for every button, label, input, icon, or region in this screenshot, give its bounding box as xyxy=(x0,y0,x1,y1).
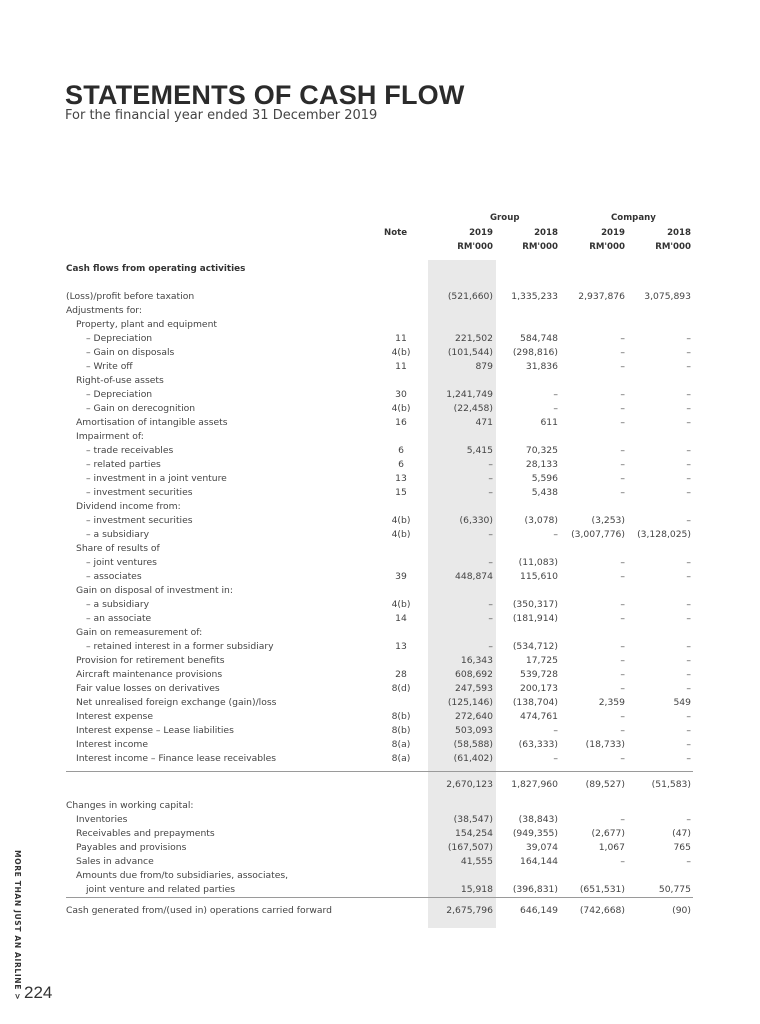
row-value: (3,007,776) xyxy=(571,529,625,540)
row-value: 31,836 xyxy=(525,361,558,372)
row-value: 247,593 xyxy=(455,683,493,694)
row-value: (61,402) xyxy=(453,753,493,764)
row-label: Provision for retirement benefits xyxy=(76,655,225,666)
row-note: 8(b) xyxy=(391,711,411,722)
row-value: – xyxy=(488,613,493,624)
row-value: (89,527) xyxy=(585,779,625,790)
row-value: (949,355) xyxy=(512,828,558,839)
row-value: – xyxy=(620,361,625,372)
row-value: – xyxy=(620,333,625,344)
row-value: – xyxy=(686,683,691,694)
row-value: – xyxy=(686,753,691,764)
row-label: Cash generated from/(used in) operations carried forward xyxy=(66,905,332,916)
row-value: (125,146) xyxy=(447,697,493,708)
row-value: 879 xyxy=(475,361,493,372)
row-label: Right-of-use assets xyxy=(76,375,164,386)
row-label: Interest income – Finance lease receivables xyxy=(76,753,277,764)
row-note: 4(b) xyxy=(391,347,411,358)
row-label: – Gain on disposals xyxy=(86,347,175,358)
row-value: (51,583) xyxy=(651,779,691,790)
section-heading xyxy=(0,262,760,276)
row-value: 3,075,893 xyxy=(644,291,691,302)
row-label: – Depreciation xyxy=(86,333,153,344)
row-value: – xyxy=(686,814,691,825)
row-note: 16 xyxy=(395,417,407,428)
table-row xyxy=(0,598,760,612)
row-note: 8(a) xyxy=(391,739,411,750)
row-value: 2,670,123 xyxy=(446,779,493,790)
row-value: – xyxy=(686,473,691,484)
row-value: – xyxy=(553,389,558,400)
row-value: (521,660) xyxy=(447,291,493,302)
row-value: – xyxy=(686,333,691,344)
row-value: – xyxy=(620,725,625,736)
unit-header: RM'000 xyxy=(589,242,625,252)
row-value: 70,325 xyxy=(525,445,558,456)
row-value: – xyxy=(553,529,558,540)
row-value: – xyxy=(686,711,691,722)
row-note: 30 xyxy=(395,389,407,400)
row-label: Adjustments for: xyxy=(66,305,143,316)
row-value: (63,333) xyxy=(518,739,558,750)
row-value: 448,874 xyxy=(455,571,493,582)
row-value: – xyxy=(620,711,625,722)
row-value: (167,507) xyxy=(447,842,493,853)
row-value: (396,831) xyxy=(512,884,558,895)
table-row xyxy=(0,542,760,556)
row-label: – associates xyxy=(86,571,142,582)
row-value: (22,458) xyxy=(453,403,493,414)
row-note: 13 xyxy=(395,641,407,652)
table-row xyxy=(0,827,760,841)
row-label: joint venture and related parties xyxy=(86,884,236,895)
table-row xyxy=(0,486,760,500)
table-row xyxy=(0,612,760,626)
row-note: 8(d) xyxy=(391,683,411,694)
row-value: – xyxy=(686,856,691,867)
row-value: (181,914) xyxy=(512,613,558,624)
row-note: 4(b) xyxy=(391,529,411,540)
row-label: Interest expense xyxy=(76,711,153,722)
table-row xyxy=(0,556,760,570)
row-value: – xyxy=(686,361,691,372)
row-label: Fair value losses on derivatives xyxy=(76,683,220,694)
table-row xyxy=(0,752,760,766)
row-value: (2,677) xyxy=(591,828,625,839)
row-value: – xyxy=(620,403,625,414)
row-value: (38,843) xyxy=(518,814,558,825)
row-value: – xyxy=(620,487,625,498)
page-subtitle: For the financial year ended 31 December 2019 xyxy=(65,108,378,123)
row-value: – xyxy=(620,613,625,624)
page-number: 224 xyxy=(24,983,53,1002)
row-label: Property, plant and equipment xyxy=(76,319,218,330)
table-row xyxy=(0,402,760,416)
table-row xyxy=(0,374,760,388)
row-note: 8(b) xyxy=(391,725,411,736)
row-label: – retained interest in a former subsidiary xyxy=(86,641,274,652)
row-note: 14 xyxy=(395,613,407,624)
table-row xyxy=(0,668,760,682)
row-label: (Loss)/profit before taxation xyxy=(66,291,195,302)
row-value: – xyxy=(620,599,625,610)
note-header: Note xyxy=(384,228,408,238)
year-header: 2019 xyxy=(469,228,493,238)
row-label: Payables and provisions xyxy=(76,842,187,853)
row-value: (3,078) xyxy=(524,515,558,526)
table-row xyxy=(0,332,760,346)
row-value: – xyxy=(686,445,691,456)
table-row xyxy=(0,841,760,855)
row-value: – xyxy=(620,473,625,484)
row-label: Sales in advance xyxy=(76,856,154,867)
row-note: 28 xyxy=(395,669,407,680)
row-value: 1,241,749 xyxy=(446,389,493,400)
row-value: 5,415 xyxy=(466,445,493,456)
row-value: (3,128,025) xyxy=(637,529,691,540)
row-value: – xyxy=(620,417,625,428)
subtotal-rule xyxy=(66,771,693,772)
row-note: 13 xyxy=(395,473,407,484)
row-value: – xyxy=(620,655,625,666)
row-value: 221,502 xyxy=(455,333,493,344)
row-value: – xyxy=(620,445,625,456)
row-label: – trade receivables xyxy=(86,445,174,456)
side-tagline: MORE THAN JUST AN AIRLINE > xyxy=(13,850,22,1001)
row-value: – xyxy=(686,571,691,582)
table-row xyxy=(0,710,760,724)
row-value: – xyxy=(488,529,493,540)
row-value: – xyxy=(488,599,493,610)
table-row xyxy=(0,290,760,304)
row-label: Amortisation of intangible assets xyxy=(76,417,228,428)
table-row xyxy=(0,869,760,883)
row-value: – xyxy=(620,557,625,568)
row-value: – xyxy=(620,459,625,470)
row-value: 5,596 xyxy=(531,473,558,484)
row-label: – investment securities xyxy=(86,487,193,498)
row-label: – a subsidiary xyxy=(86,599,150,610)
row-value: – xyxy=(686,599,691,610)
row-label: – joint ventures xyxy=(86,557,157,568)
row-value: 28,133 xyxy=(525,459,558,470)
row-value: 2,675,796 xyxy=(446,905,493,916)
row-value: 272,640 xyxy=(455,711,493,722)
row-note: 15 xyxy=(395,487,407,498)
row-value: 1,067 xyxy=(598,842,625,853)
row-label: – related parties xyxy=(86,459,161,470)
row-label: Gain on remeasurement of: xyxy=(76,627,203,638)
row-value: – xyxy=(620,856,625,867)
table-row xyxy=(0,626,760,640)
unit-header: RM'000 xyxy=(655,242,691,252)
row-value: 549 xyxy=(673,697,691,708)
row-value: 503,093 xyxy=(455,725,493,736)
table-row xyxy=(0,360,760,374)
row-value: 41,555 xyxy=(460,856,493,867)
table-row xyxy=(0,738,760,752)
row-value: – xyxy=(686,515,691,526)
table-row xyxy=(0,904,760,918)
row-value: 1,827,960 xyxy=(511,779,558,790)
row-value: (38,547) xyxy=(453,814,493,825)
row-label: – Depreciation xyxy=(86,389,153,400)
table-row xyxy=(0,458,760,472)
row-value: (742,668) xyxy=(579,905,625,916)
row-label: Interest income xyxy=(76,739,148,750)
row-value: – xyxy=(553,403,558,414)
unit-header: RM'000 xyxy=(522,242,558,252)
row-value: – xyxy=(686,725,691,736)
row-value: (90) xyxy=(672,905,691,916)
row-value: 5,438 xyxy=(531,487,558,498)
row-value: – xyxy=(686,389,691,400)
table-row xyxy=(0,416,760,430)
row-value: 50,775 xyxy=(658,884,691,895)
row-value: – xyxy=(686,487,691,498)
row-value: – xyxy=(686,417,691,428)
table-row xyxy=(0,654,760,668)
table-row xyxy=(0,682,760,696)
row-value: (651,531) xyxy=(579,884,625,895)
row-value: – xyxy=(686,557,691,568)
row-label: Inventories xyxy=(76,814,128,825)
row-value: – xyxy=(686,655,691,666)
table-row xyxy=(0,640,760,654)
table-row xyxy=(0,318,760,332)
row-value: 16,343 xyxy=(460,655,493,666)
row-value: (534,712) xyxy=(512,641,558,652)
row-value: (18,733) xyxy=(585,739,625,750)
row-value: 154,254 xyxy=(455,828,493,839)
table-row xyxy=(0,528,760,542)
table-row xyxy=(0,304,760,318)
row-label: Amounts due from/to subsidiaries, associates, xyxy=(76,870,289,881)
row-value: – xyxy=(686,613,691,624)
row-value: 2,937,876 xyxy=(578,291,625,302)
row-value: 2,359 xyxy=(598,697,625,708)
table-row xyxy=(0,696,760,710)
row-value: 611 xyxy=(540,417,558,428)
table-row xyxy=(0,724,760,738)
row-value: – xyxy=(686,459,691,470)
row-value: 15,918 xyxy=(460,884,493,895)
row-label: – Write off xyxy=(86,361,133,372)
row-value: 471 xyxy=(475,417,493,428)
table-row xyxy=(0,430,760,444)
row-value: 39,074 xyxy=(525,842,558,853)
row-value: – xyxy=(620,669,625,680)
row-value: (3,253) xyxy=(591,515,625,526)
row-label: Net unrealised foreign exchange (gain)/loss xyxy=(76,697,277,708)
table-row xyxy=(0,444,760,458)
row-label: – an associate xyxy=(86,613,152,624)
table-row xyxy=(0,799,760,813)
row-value: 1,335,233 xyxy=(511,291,558,302)
table-row xyxy=(0,388,760,402)
row-note: 11 xyxy=(395,361,407,372)
row-label: Gain on disposal of investment in: xyxy=(76,585,233,596)
row-value: – xyxy=(686,739,691,750)
row-value: (47) xyxy=(672,828,691,839)
row-note: 4(b) xyxy=(391,599,411,610)
row-value: – xyxy=(488,473,493,484)
row-value: – xyxy=(620,571,625,582)
row-note: 6 xyxy=(398,459,404,470)
row-value: (350,317) xyxy=(512,599,558,610)
row-value: (138,704) xyxy=(512,697,558,708)
row-value: – xyxy=(620,814,625,825)
unit-header: RM'000 xyxy=(457,242,493,252)
row-value: – xyxy=(686,669,691,680)
table-row xyxy=(0,500,760,514)
row-value: (6,330) xyxy=(459,515,493,526)
year-header: 2019 xyxy=(601,228,625,238)
row-label: Impairment of: xyxy=(76,431,144,442)
table-row xyxy=(0,584,760,598)
row-value: – xyxy=(488,487,493,498)
row-value: – xyxy=(620,683,625,694)
row-value: 474,761 xyxy=(520,711,558,722)
row-value: 164,144 xyxy=(520,856,558,867)
row-value: (101,544) xyxy=(447,347,493,358)
row-value: – xyxy=(686,347,691,358)
page-title: STATEMENTS OF CASH FLOW xyxy=(65,80,465,110)
row-label: – investment in a joint venture xyxy=(86,473,227,484)
row-note: 8(a) xyxy=(391,753,411,764)
row-value: (298,816) xyxy=(512,347,558,358)
row-value: – xyxy=(620,389,625,400)
row-label: Dividend income from: xyxy=(76,501,181,512)
row-value: – xyxy=(553,725,558,736)
row-value: – xyxy=(488,557,493,568)
row-label: Interest expense – Lease liabilities xyxy=(76,725,234,736)
company-header: Company xyxy=(611,213,656,223)
row-value: – xyxy=(488,641,493,652)
row-value: – xyxy=(620,753,625,764)
row-label: Cash flows from operating activities xyxy=(66,264,246,274)
row-value: 584,748 xyxy=(520,333,558,344)
row-label: – a subsidiary xyxy=(86,529,150,540)
table-row xyxy=(0,778,760,792)
row-value: – xyxy=(620,641,625,652)
row-value: (58,588) xyxy=(453,739,493,750)
row-value: 646,149 xyxy=(520,905,558,916)
table-row xyxy=(0,514,760,528)
row-note: 11 xyxy=(395,333,407,344)
row-label: Receivables and prepayments xyxy=(76,828,215,839)
row-value: 17,725 xyxy=(525,655,558,666)
year-header: 2018 xyxy=(534,228,558,238)
row-value: – xyxy=(686,403,691,414)
row-label: – investment securities xyxy=(86,515,193,526)
row-value: 200,173 xyxy=(520,683,558,694)
row-value: – xyxy=(553,753,558,764)
table-row xyxy=(0,883,760,897)
row-value: 608,692 xyxy=(455,669,493,680)
table-row xyxy=(0,855,760,869)
row-value: – xyxy=(620,347,625,358)
row-note: 6 xyxy=(398,445,404,456)
row-note: 4(b) xyxy=(391,403,411,414)
table-row xyxy=(0,570,760,584)
row-value: 115,610 xyxy=(520,571,558,582)
row-value: 539,728 xyxy=(520,669,558,680)
row-value: 765 xyxy=(673,842,691,853)
group-header: Group xyxy=(490,213,520,223)
table-row xyxy=(0,346,760,360)
row-label: Changes in working capital: xyxy=(66,800,194,811)
table-row xyxy=(0,472,760,486)
row-label: – Gain on derecognition xyxy=(86,403,196,414)
row-label: Share of results of xyxy=(76,543,160,554)
row-label: Aircraft maintenance provisions xyxy=(76,669,223,680)
total-rule xyxy=(66,897,693,898)
year-header: 2018 xyxy=(667,228,691,238)
row-value: – xyxy=(686,641,691,652)
row-note: 39 xyxy=(395,571,407,582)
table-row xyxy=(0,813,760,827)
row-value: – xyxy=(488,459,493,470)
row-note: 4(b) xyxy=(391,515,411,526)
row-value: (11,083) xyxy=(518,557,558,568)
